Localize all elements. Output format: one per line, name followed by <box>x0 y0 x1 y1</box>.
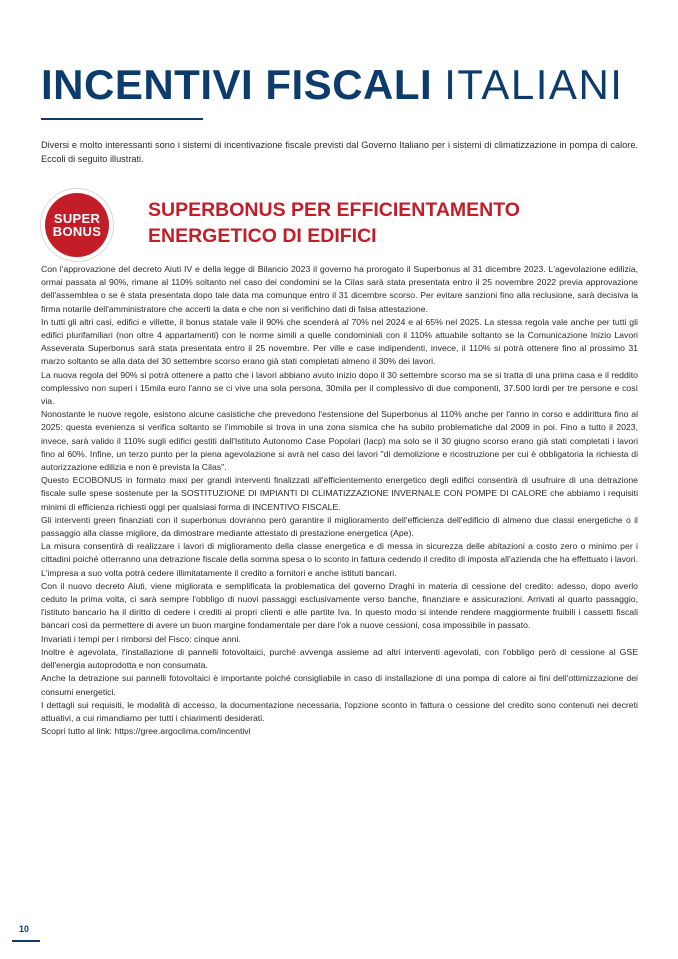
body-paragraph: Gli interventi green finanziati con il superbonus dovranno però garantire il miglioramento dell'efficienza dell'edificio di almeno due classi energetiche o il passaggio alla classe migliore, da dimostrare mediante attestato di prestazione energetica (Ape). <box>41 514 638 539</box>
body-paragraph: Invariati i tempi per i rimborsi del Fisco: cinque anni. <box>41 633 241 644</box>
body-paragraph: Anche la detrazione sui pannelli fotovoltaici è importante poiché consigliabile in caso di installazione di una pompa di calore ai fini dell'ottimizzazione dei consumi energetici. <box>41 673 638 697</box>
page-number-underline <box>12 940 40 942</box>
badge-line-2: BONUS <box>52 224 102 239</box>
title-bold: INCENTIVI FISCALI <box>41 61 433 108</box>
superbonus-badge <box>40 188 114 262</box>
body-paragraph: La nuova regola del 90% si potrà ottenere a patto che i lavori abbiano avuto inizio dopo il 30 settembre scorso ma se si tratta di una prima casa e il reddito complessivo non superi i 15mila euro l'anno se ci vive una sola persona, 30mila per il complessivo di due componenti, 37.500 lordi per tre persone e così via. <box>41 369 638 407</box>
body-paragraph: In tutti gli altri casi, edifici e villette, il bonus statale vale il 90% che scenderà al 70% nel 2024 e al 65% nel 2025. La stessa regola vale anche per tutti gli edifici plurifamiliari (non oltre 4 appartamenti) con le norme simili a quelle condominiali con il 110% attuabile soltanto se la Comunicazione Inizio Lavori Asseverata Superbonus sarà stata presentata entro il 25 novembre. Per ville e case indipendenti, invece, il 110% si potrà ottenere fino al prossimo 31 marzo soltanto se alla data del 30 settembre scorso erano già stati completati almeno il 30% dei lavori. <box>41 316 638 367</box>
superbonus-badge-circle <box>45 193 109 257</box>
title-light: ITALIANI <box>444 61 624 108</box>
body-paragraph: Nonostante le nuove regole, esistono alcune casistiche che prevedono l'estensione del Superbonus al 110% anche per l'anno in corso e addirittura fino al 2025: questa evenienza si verifica soltanto se l'immobile si trova in una zona sismica che ha subito problematiche dal 2009 in poi. Fino a tutto il 2023, invece, sarà valido il 110% sugli edifici gestiti dall'Istituto Autonomo Case Popolari (Iacp) ma solo se il 30 giugno scorso erano già stati completati i lavori fino al 60%. Infine, un terzo punto per la piena agevolazione si avrà nel caso dei lavori "di demolizione e ricostruzione per cui è obbligatoria la richiesta di autorizzazione edilizia e non è prevista la Cilas". <box>41 409 638 473</box>
body-paragraph: Inoltre è agevolata, l'installazione di pannelli fotovoltaici, purché avvenga assieme ad altri interventi agevolati, con l'obbligo però di cessione al GSE dell'energia autoprodotta e non consumata. <box>41 646 638 671</box>
section-title: SUPERBONUS PER EFFICIENTAMENTO ENERGETICO DI EDIFICI <box>148 199 520 247</box>
incentives-link-paragraph: Scopri tutto al link: https://gree.argoclima.com/incentivi <box>41 726 251 737</box>
body-paragraph: I dettagli sui requisiti, le modalità di accesso, la documentazione necessaria, l'opzione sconto in fattura o cessione del credito sono contenuti nei decreti attuativi, a cui rimandiamo per tutti i chiarimenti desiderati. <box>41 699 638 723</box>
badge-line-1: SUPER <box>53 211 101 226</box>
title-underline <box>41 118 203 120</box>
body-paragraph: Con il nuovo decreto Aiuti, viene migliorata e semplificata la problematica del governo Draghi in materia di cessione del credito: adesso, dopo averlo ceduto la prima volta, ci sarà sempre l'obbligo di nuovi passaggi esclusivamente verso banche, finanziare e assicurazioni. Arrivati al quarto passaggio, l'istituto bancario ha il diritto di cedere i crediti ai propri clienti e alle partite Iva. In questo modo si intende rendere maggiormente fruibili i cassetti fiscali bancari così da permettere di avere un buon margine fondamentale per dare l'ok a nuove cessioni, cosa impossibile in passato. <box>41 580 638 631</box>
body-paragraph: Questo ECOBONUS in formato maxi per grandi interventi finalizzati all'efficientemento energetico degli edifici consentirà di usufruire di una detrazione fiscale sulle spese sostenute per la SOSTITUZIONE DI IMPIANTI DI CLIMATIZZAZIONE INVERNALE CON POMPE DI CALORE che abbiamo i requisiti minimi di efficienza richiesti oggi per qualsiasi forma di INCENTIVO FISCALE. <box>41 475 638 512</box>
page-number: 10 <box>19 924 30 934</box>
intro-paragraph: Diversi e molto interessanti sono i sistemi di incentivazione fiscale previsti dal Governo Italiano per i sistemi di climatizzazione in pompa di calore. Eccoli di seguito illustrati. <box>41 140 638 164</box>
body-paragraph: La misura consentirà di realizzare i lavori di miglioramento della classe energetica e di messa in sicurezza delle abitazioni a costo zero o minimo per i cittadini poiché otterranno una detrazione fiscale della somma spesa o lo sconto in fattura cedendo il credito di imposta all'azienda che ha effettuato i lavori. L'impresa a suo volta potrà cedere illimitatamente il credito a fornitori e anche istituti bancari. <box>41 541 638 578</box>
page-title <box>41 58 623 112</box>
body-text <box>41 263 638 738</box>
body-paragraph: Con l'approvazione del decreto Aiuti IV e della legge di Bilancio 2023 il governo ha prorogato il Superbonus al 31 dicembre 2023. L'agevolazione edilizia, ormai passata al 90%, rimane al 110% soltanto nel caso dei condomini se la Cilas sarà stata presentata entro il 25 novembre 2022 previa approvazione dell'assemblea o se è stata presentata dopo tale data ma comunque entro il 31 dicembre scorso. Per evitare sanzioni fino alla reclusione, sarà decisiva la firma notarile dell'amministratore che accerti la data e che non si verifichino dati di falsa attestazione. <box>41 264 638 314</box>
